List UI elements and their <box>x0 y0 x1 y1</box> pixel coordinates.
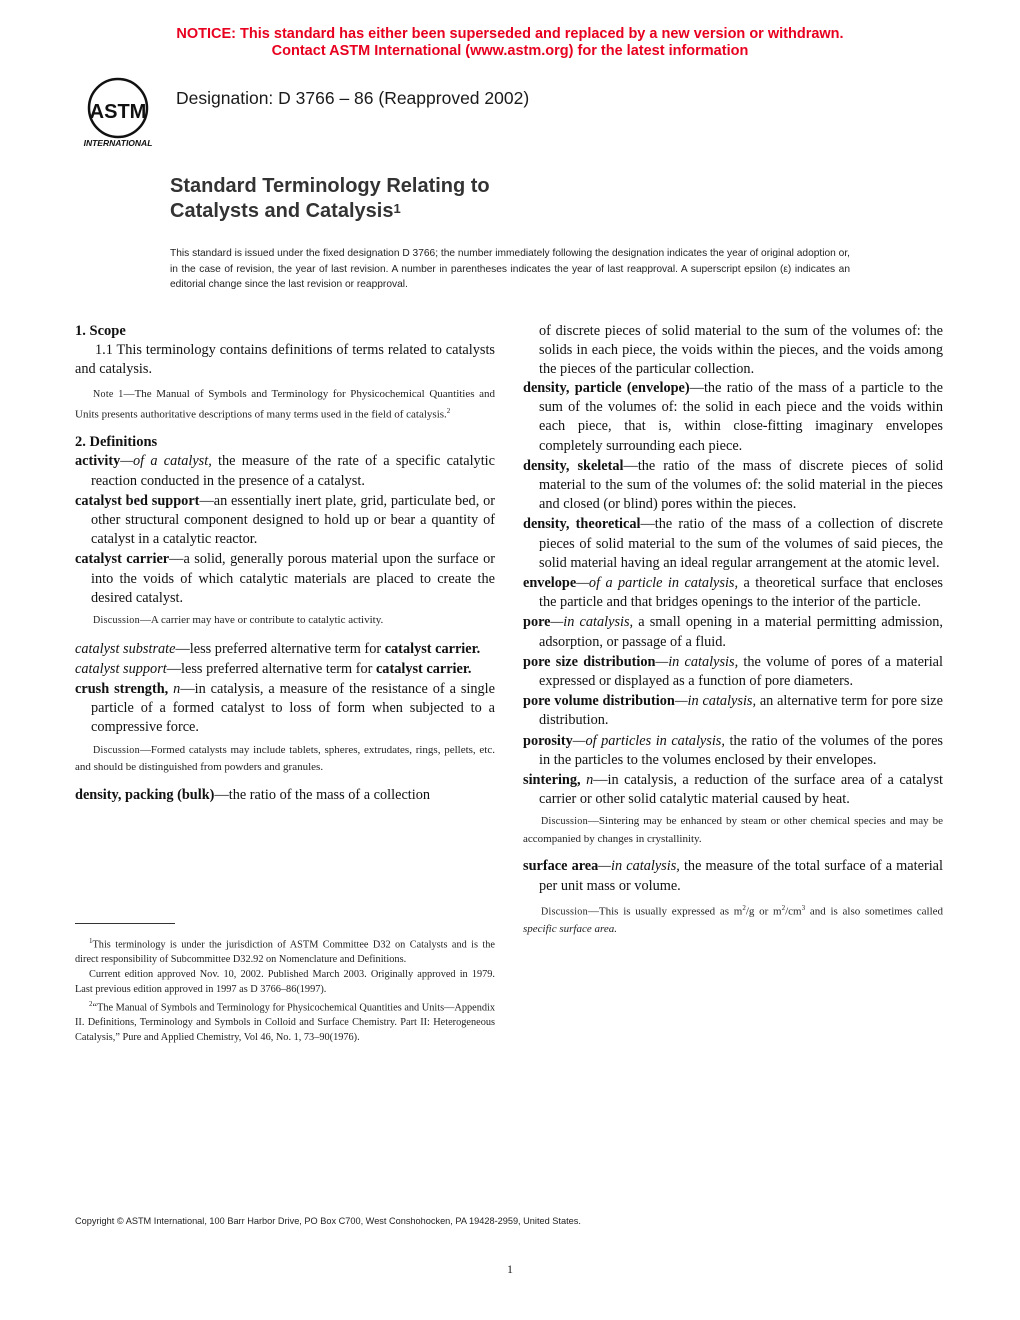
discussion-carrier: Discussion—A carrier may have or contribute to catalytic activity. <box>93 614 384 627</box>
right-column <box>523 322 943 948</box>
term-catalyst-substrate: catalyst substrate—less preferred alternative term for catalyst carrier. <box>75 640 481 657</box>
discussion-surface-area: Discussion—This is usually expressed as $m^2/g$ or $m^2/cm^3$ and is also sometimes called specific surface area. <box>523 903 944 936</box>
discussion-crush-strength: Discussion—Formed catalysts may include tablets, spheres, extrudates, rings, pellets, etc. and should be distinguished from powders and granules. <box>75 743 495 774</box>
definitions-heading: 2. Definitions <box>75 434 158 451</box>
term-sintering: sintering, n—in catalysis, a reduction of the surface area of a catalyst carrier or other solid catalytic material caused by heat. <box>523 772 943 808</box>
term-density-skeletal: density, skeletal—the ratio of the mass of discrete pieces of solid material to the sum of the volumes of: the solid material in the pieces and closed (or blind) pores within the pieces. <box>523 457 943 513</box>
issuance-statement: This standard is issued under the fixed designation D 3766; the number immediately following the designation indicates the year of original adoption or, in the case of revision, the year of last revision. A number in parentheses indicates the year of last reapproval. A superscript epsilon (ε) indicates an editorial change since the last revision or reapproval. <box>170 248 850 290</box>
title-line-1: Standard Terminology Relating to <box>170 175 490 197</box>
page-number: 1 <box>507 1262 513 1276</box>
footnote-1: $^1$This terminology is under the jurisdiction of ASTM Committee D32 on Catalysts and is the direct responsibility of Subcommittee D32.92 on Nomenclature and Definitions. <box>75 937 495 966</box>
term-density-particle: density, particle (envelope)—the ratio of the mass of a particle to the sum of the volumes of: the solid in each piece and the voids within each piece, that is, within close-fitting imaginary envelopes completely surrounding each piece. <box>523 380 943 454</box>
footnote-2: $^2$“The Manual of Symbols and Terminology for Physicochemical Quantities and Units—Appendix II. Definitions, Terminology and Symbols in Colloid and Surface Chemistry. Part II: Heterogeneous Catalysis,” Pure and Applied Chemistry, Vol 46, No. 1, 73–90(1976). <box>75 1000 495 1044</box>
astm-logo <box>74 74 162 150</box>
term-density-theoretical: density, theoretical—the ratio of the mass of a collection of discrete pieces of solid material to the sum of the volumes of said pieces, the solid material having an ideal regular arrangement at the atomic level. <box>523 516 943 571</box>
term-catalyst-bed-support: catalyst bed support—an essentially inert plate, grid, particulate bed, or other structural component designed to hold up or bear a quantity of catalyst in a catalytic reactor. <box>75 492 496 548</box>
scope-paragraph: 1.1 This terminology contains definitions of terms related to catalysts and catalysis. <box>75 342 495 378</box>
copyright-line: Copyright © ASTM International, 100 Barr Harbor Drive, PO Box C700, West Conshohocken, PA 19428-2959, United States. <box>75 1216 581 1226</box>
discussion-sintering: Discussion—Sintering may be enhanced by steam or other chemical species and may be accompanied by changes in crystallinity. <box>523 815 943 845</box>
footnotes <box>75 934 495 1046</box>
density-packing-continued <box>523 322 943 379</box>
footnote-1-edition: Current edition approved Nov. 10, 2002. Published March 2003. Originally approved in 1979. Last previous edition approved in 1997 as D 3766–86(1997). <box>75 968 495 995</box>
withdrawal-notice <box>0 26 1020 60</box>
term-surface-area: surface area—in catalysis, the measure of the total surface of a material per unit mass or volume. <box>523 858 943 894</box>
term-pore-size-distribution: pore size distribution—in catalysis, the volume of pores of a material expressed or displayed as a function of pore diameters. <box>523 653 943 690</box>
title-footnote-mark: 1 <box>393 201 401 216</box>
term-catalyst-support: catalyst support—less preferred alternative term for catalyst carrier. <box>75 660 472 677</box>
designation: Designation: D 3766 – 86 (Reapproved 2002) <box>176 88 530 108</box>
left-column <box>75 322 495 806</box>
logo-subtext: INTERNATIONAL <box>83 138 153 148</box>
density-packing-continuation: of discrete pieces of solid material to the sum of the volumes of: the solids in each piece, the voids within the pieces, and the voids among the pieces of the particular collection. <box>539 323 943 378</box>
logo-text: ASTM <box>89 101 147 123</box>
notice-line-1: NOTICE: This standard has either been superseded and replaced by a new version or withdrawn. <box>176 26 844 42</box>
term-density-packing-start: density, packing (bulk)—the ratio of the mass of a collection <box>75 786 431 803</box>
term-activity: activity—of a catalyst, the measure of the rate of a specific catalytic reaction conducted in the presence of a catalyst. <box>75 453 495 489</box>
footnote-rule <box>75 923 175 924</box>
term-porosity: porosity—of particles in catalysis, the ratio of the volumes of the pores in the particles to the volumes enclosed by their envelopes. <box>523 732 943 768</box>
term-envelope: envelope—of a particle in catalysis, a theoretical surface that encloses the particle and that bridges openings to the interior of the particle. <box>523 575 943 611</box>
term-crush-strength: crush strength, n—in catalysis, a measure of the resistance of a single particle of a formed catalyst to loss of form when subjected to a compressive force. <box>75 681 495 736</box>
term-pore-volume-distribution: pore volume distribution—in catalysis, an alternative term for pore size distribution. <box>523 693 943 729</box>
title-line-2: Catalysts and Catalysis$^1$ <box>170 200 401 222</box>
scope-heading: 1. Scope <box>75 323 126 339</box>
document-title <box>170 174 490 224</box>
notice-line-2: Contact ASTM International (www.astm.org) for the latest information <box>271 43 749 59</box>
term-catalyst-carrier: catalyst carrier—a solid, generally porous material upon the surface or into the voids of which catalytic materials are placed to create the desired catalyst. <box>75 551 495 606</box>
scope-note: Note 1—The Manual of Symbols and Terminology for Physicochemical Quantities and Units presents authoritative descriptions of many terms used in the field of catalysis.$^2$ <box>75 387 495 421</box>
term-pore: pore—in catalysis, a small opening in a material permitting admission, adsorption, or passage of a fluid. <box>523 614 943 650</box>
